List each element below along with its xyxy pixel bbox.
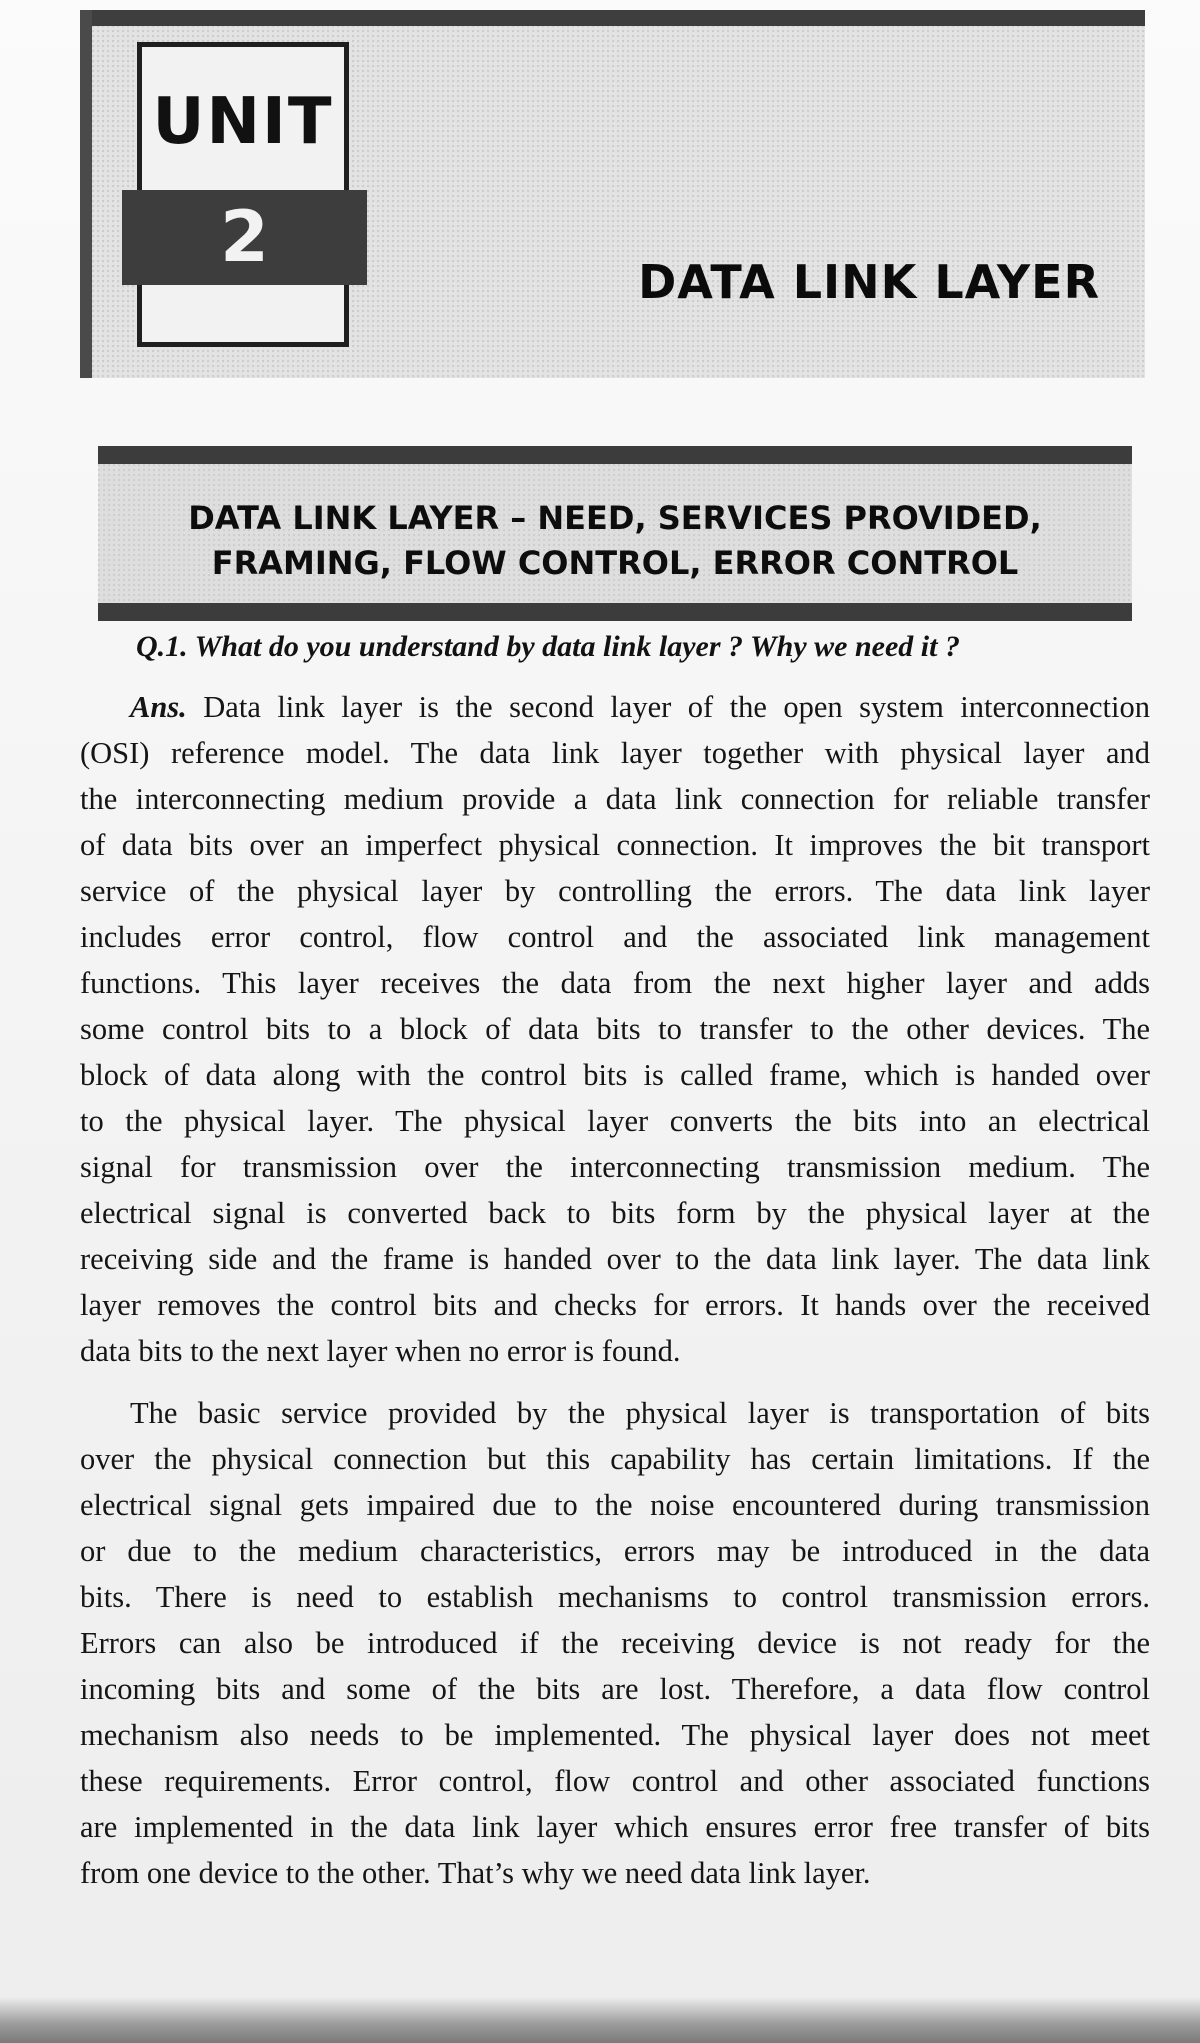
banner-bottom-bar <box>98 603 1132 621</box>
header-top-bar <box>92 10 1145 26</box>
paragraph-line-text: Data link layer is the second layer of the open system interconnection <box>186 690 1150 724</box>
paragraph-line: Errors can also be introduced if the receiving device is not ready for the <box>80 1626 1150 1660</box>
paragraph-line <box>80 684 1150 730</box>
paragraph-line: to the physical layer. The physical layer converts the bits into an electrical <box>80 1104 1150 1138</box>
paragraph-line: service of the physical layer by controlling the errors. The data link layer <box>80 874 1150 908</box>
answer-paragraph-1 <box>80 684 1150 1374</box>
paragraph-line: functions. This layer receives the data from the next higher layer and adds <box>80 966 1150 1000</box>
paragraph-line: bits. There is need to establish mechanisms to control transmission errors. <box>80 1580 1150 1614</box>
paragraph-line: receiving side and the frame is handed over to the data link layer. The data link <box>80 1242 1150 1276</box>
paragraph-line: electrical signal is converted back to bits form by the physical layer at the <box>80 1196 1150 1230</box>
page-bottom-edge <box>0 1997 1200 2043</box>
paragraph-line: layer removes the control bits and checks for errors. It hands over the received <box>80 1288 1150 1322</box>
section-banner <box>98 446 1132 621</box>
chapter-title: DATA LINK LAYER <box>638 255 1100 309</box>
paragraph-line: some control bits to a block of data bits to transfer to the other devices. The <box>80 1012 1150 1046</box>
unit-header <box>80 10 1145 378</box>
banner-top-bar <box>98 446 1132 464</box>
paragraph-line: mechanism also needs to be implemented. The physical layer does not meet <box>80 1718 1150 1752</box>
unit-number: 2 <box>220 196 269 278</box>
paragraph-line: or due to the medium characteristics, errors may be introduced in the data <box>80 1534 1150 1568</box>
paragraph-line: these requirements. Error control, flow control and other associated functions <box>80 1764 1150 1798</box>
paragraph-line: electrical signal gets impaired due to the noise encountered during transmission <box>80 1488 1150 1522</box>
paragraph-line: from one device to the other. That’s why we need data link layer. <box>80 1856 871 1890</box>
paragraph-line: data bits to the next layer when no error is found. <box>80 1334 681 1368</box>
paragraph-line: includes error control, flow control and the associated link management <box>80 920 1150 954</box>
unit-label: UNIT <box>152 85 334 159</box>
paragraph-line: are implemented in the data link layer which ensures error free transfer of bits <box>80 1810 1150 1844</box>
banner-body <box>98 464 1132 603</box>
section-title-line-1: DATA LINK LAYER – NEED, SERVICES PROVIDED, <box>188 499 1042 537</box>
answer-label: Ans. <box>130 690 187 724</box>
paragraph-line: (OSI) reference model. The data link layer together with physical layer and <box>80 736 1150 770</box>
section-title-line-2: FRAMING, FLOW CONTROL, ERROR CONTROL <box>211 544 1019 582</box>
paragraph-line: over the physical connection but this capability has certain limitations. If the <box>80 1442 1150 1476</box>
question-heading: Q.1. What do you understand by data link layer ? Why we need it ? <box>136 630 960 663</box>
paragraph-line: signal for transmission over the interconnecting transmission medium. The <box>80 1150 1150 1184</box>
unit-number-band <box>122 190 367 285</box>
paragraph-line: incoming bits and some of the bits are lost. Therefore, a data flow control <box>80 1672 1150 1706</box>
paragraph-line: The basic service provided by the physical layer is transportation of bits <box>130 1396 1150 1430</box>
paragraph-line: of data bits over an imperfect physical connection. It improves the bit transport <box>80 828 1150 862</box>
answer-paragraph-2 <box>80 1390 1150 1896</box>
paragraph-line: the interconnecting medium provide a data link connection for reliable transfer <box>80 782 1150 816</box>
paragraph-line: block of data along with the control bits is called frame, which is handed over <box>80 1058 1150 1092</box>
